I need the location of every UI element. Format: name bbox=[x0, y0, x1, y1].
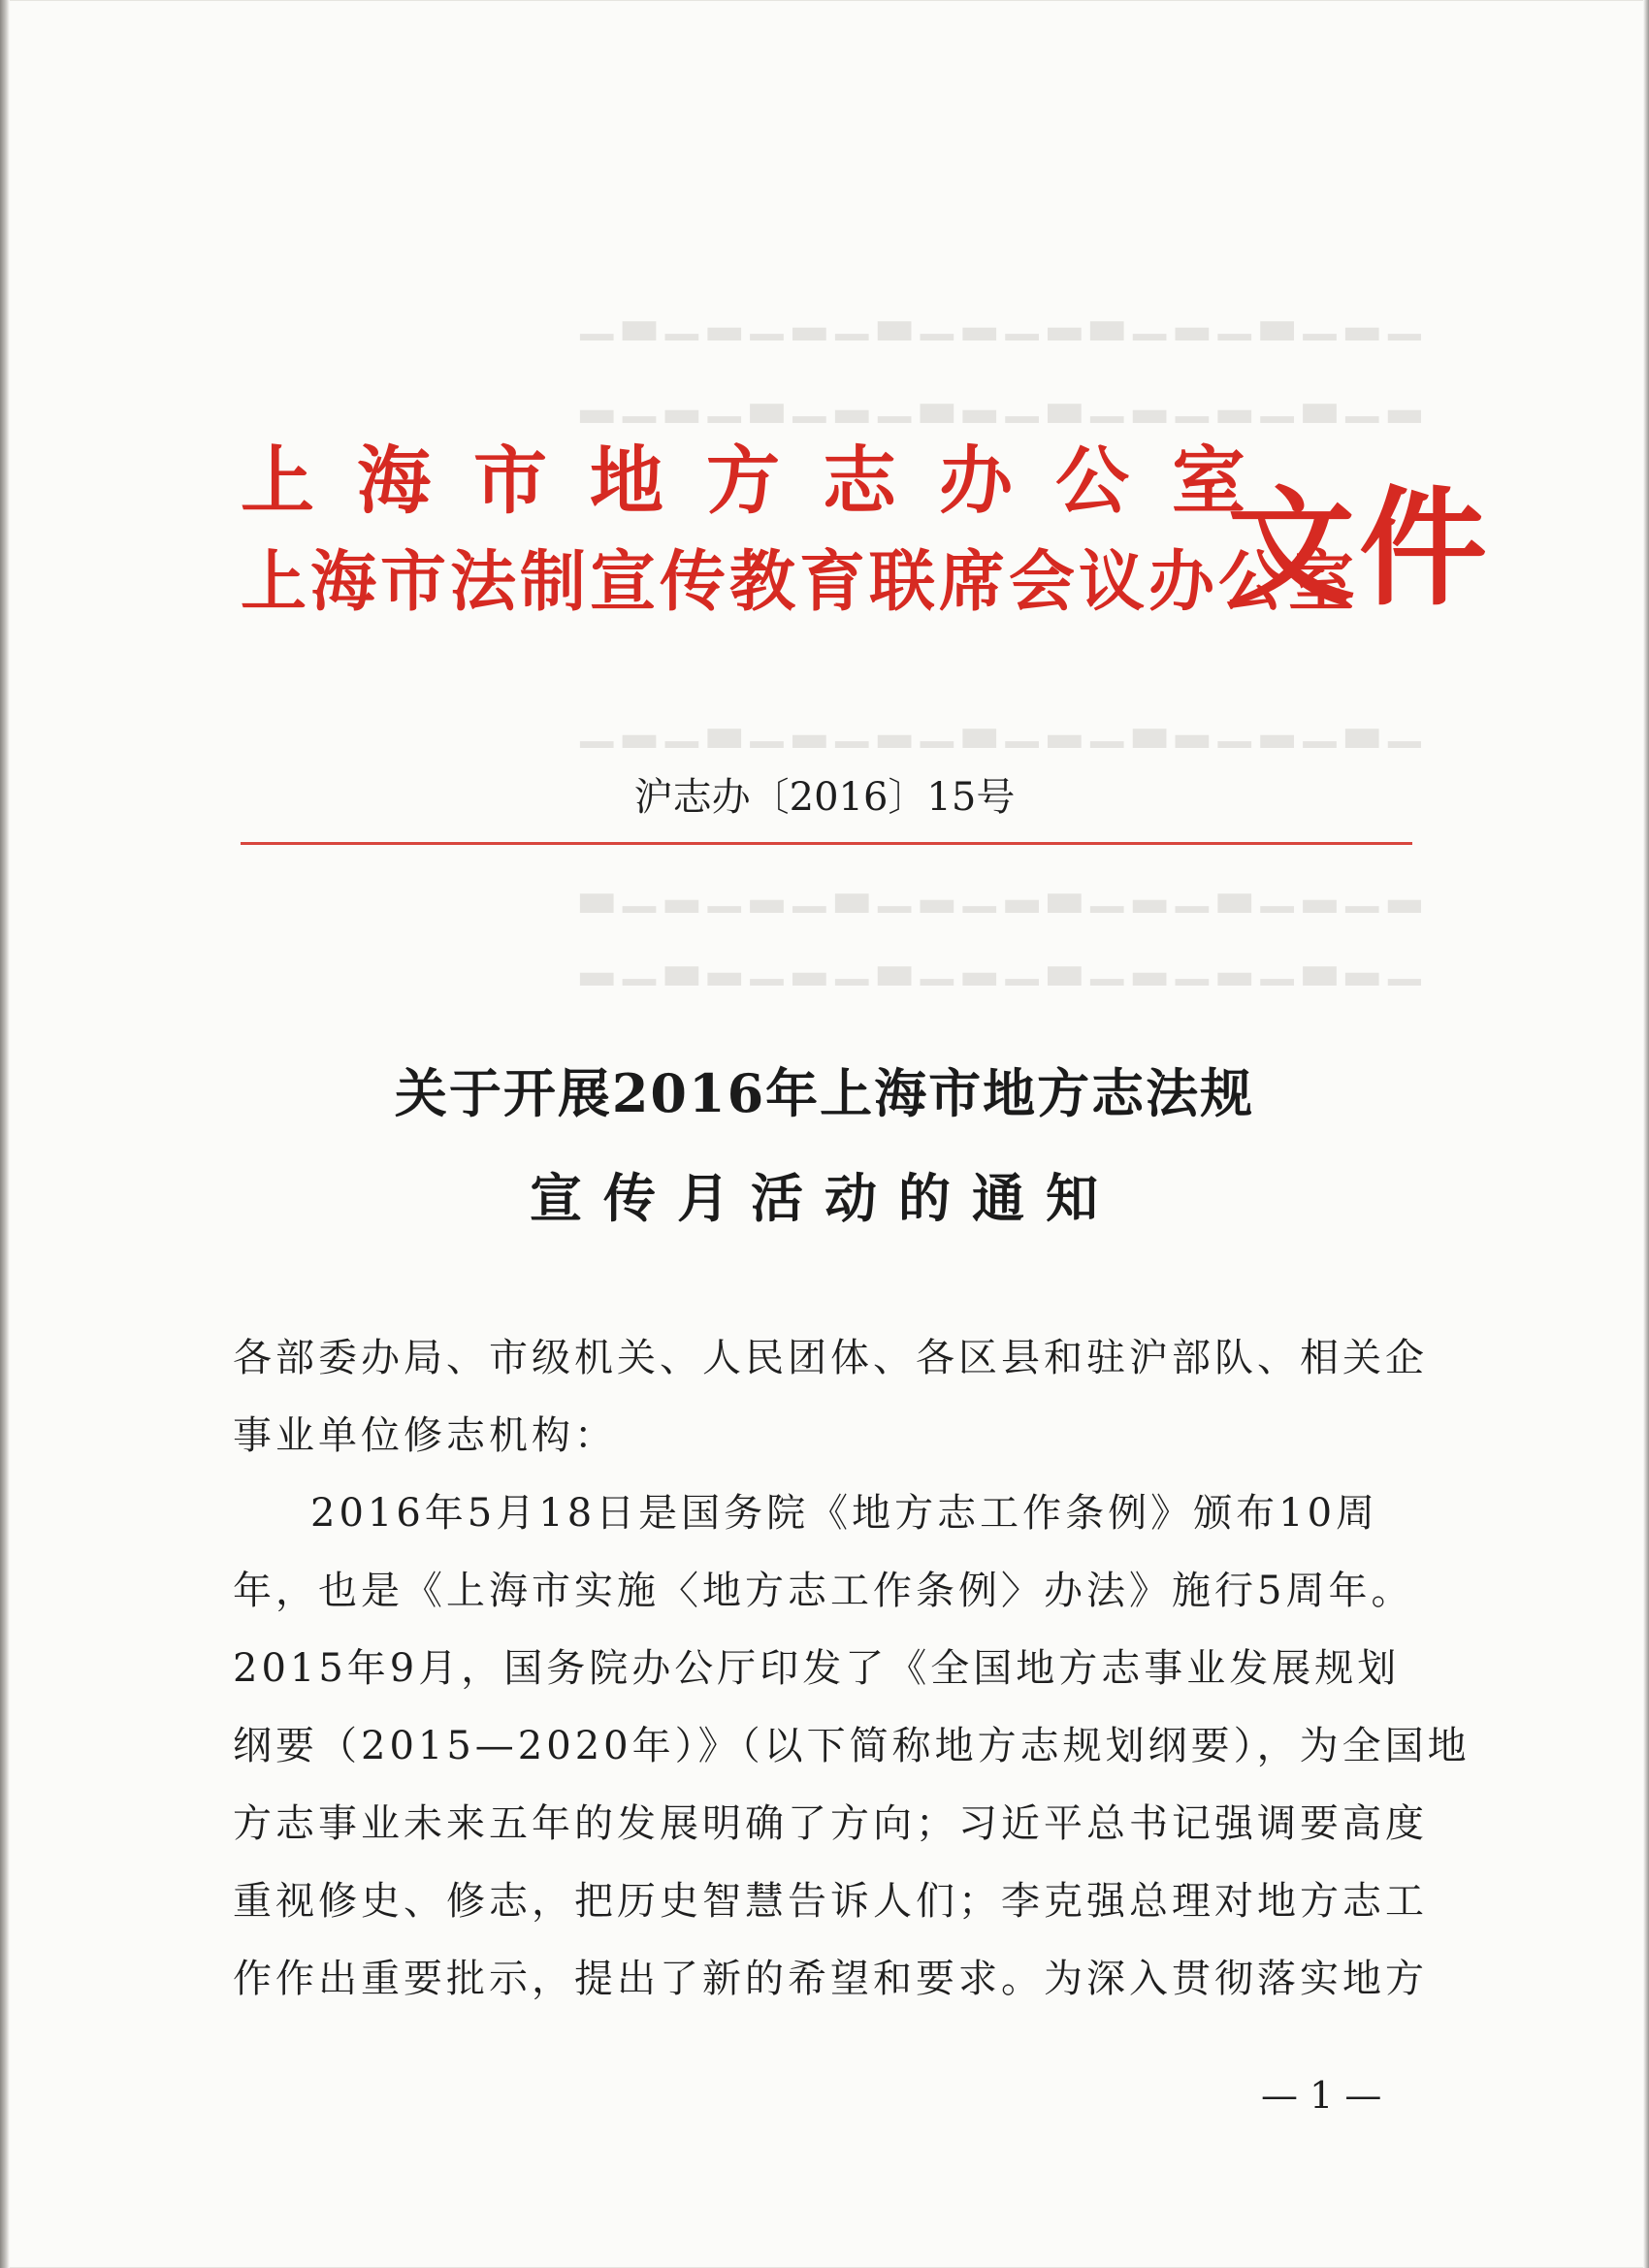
notice-body bbox=[233, 1319, 1471, 2018]
notice-title-line-2: 宣传月活动的通知 bbox=[530, 1167, 1119, 1229]
body-line: 纲要（2015—2020年）》（以下简称地方志规划纲要），为全国地 bbox=[233, 1724, 1471, 1768]
red-divider-rule bbox=[241, 842, 1412, 845]
body-line: 事业单位修志机构： bbox=[233, 1413, 617, 1458]
show-through-texture: ▂▁▃▁▂▁▂▁▃▁▂▃▁▂▁▃▁▂▁▂ bbox=[570, 373, 1421, 423]
body-line: 重视修史、修志，把历史智慧告诉人们；李克强总理对地方志工 bbox=[233, 1879, 1428, 1924]
body-line: 年，也是《上海市实施〈地方志工作条例〉办法》施行5周年。 bbox=[233, 1569, 1414, 1613]
page-number: — 1 — bbox=[1261, 2074, 1382, 2117]
show-through-texture: ▁▂▁▃▁▂▁▃▂▁▂▁▃▁▂▁▂▁▃▁ bbox=[570, 291, 1421, 340]
notice-title-line-1: 关于开展2016年上海市地方志法规 bbox=[394, 1062, 1255, 1124]
show-through-texture: ▁▃▁▂▁▂▃▁▂▁▃▁▂▁▂▁▃▁▂▁ bbox=[570, 698, 1421, 748]
body-line: 2015年9月，国务院办公厅印发了《全国地方志事业发展规划 bbox=[233, 1646, 1401, 1691]
show-through-texture: ▁▂▃▁▂▁▂▁▃▁▂▁▃▁▂▁▂▃▁▂ bbox=[570, 936, 1421, 986]
show-through-texture: ▂▁▂▁▃▁▂▁▃▂▁▂▁▃▁▂▁▂▁▃ bbox=[570, 863, 1421, 913]
document-label: 文件 bbox=[1227, 473, 1491, 624]
scan-left-edge bbox=[0, 0, 10, 2268]
issuer-line-1: 上海市地方志办公室 bbox=[241, 437, 1288, 524]
document-number: 沪志办〔2016〕15号 bbox=[633, 775, 1016, 820]
body-line: 作作出重要批示，提出了新的希望和要求。为深入贯彻落实地方 bbox=[233, 1957, 1428, 2001]
body-line: 2016年5月18日是国务院《地方志工作条例》颁布10周 bbox=[310, 1491, 1379, 1536]
scan-right-edge bbox=[1643, 0, 1649, 2268]
body-line: 方志事业未来五年的发展明确了方向；习近平总书记强调要高度 bbox=[233, 1801, 1428, 1846]
issuer-line-2: 上海市法制宣传教育联席会议办公室 bbox=[241, 543, 1359, 621]
body-line: 各部委办局、市级机关、人民团体、各区县和驻沪部队、相关企 bbox=[233, 1336, 1428, 1380]
